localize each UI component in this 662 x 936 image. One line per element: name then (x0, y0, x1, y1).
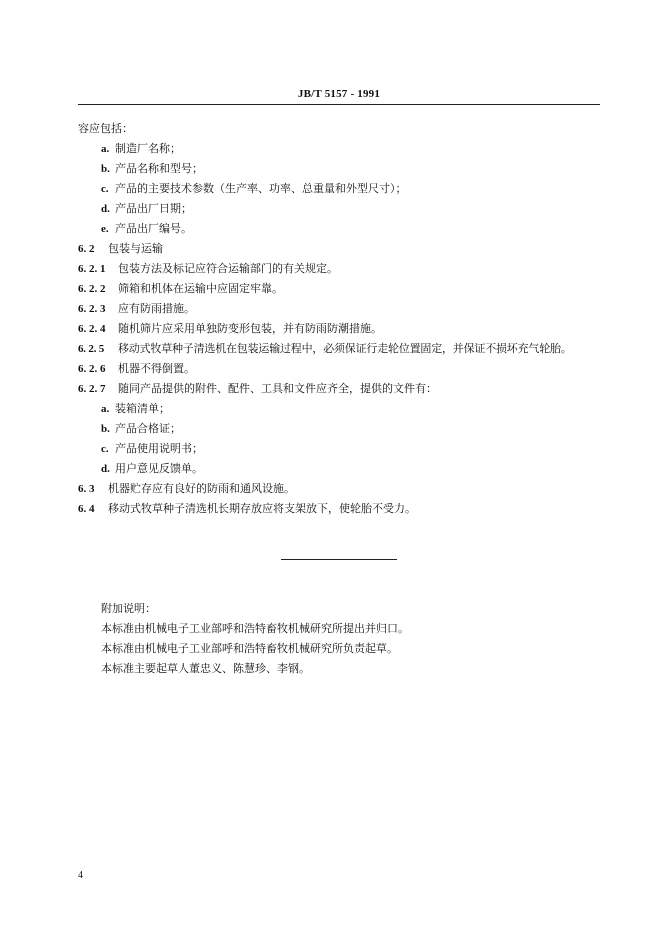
list-item-text: 制造厂名称； (115, 142, 181, 155)
section-text: 应有防雨措施。 (118, 302, 195, 315)
section-text: 移动式牧草种子清选机长期存放应将支架放下，使轮胎不受力。 (108, 502, 416, 515)
section-6-4 (78, 502, 416, 516)
list-item-text: 产品使用说明书； (115, 442, 203, 455)
intro-text: 容应包括： (78, 122, 133, 135)
section-text: 机器贮存应有良好的防雨和通风设施。 (108, 482, 295, 495)
section-number: 6. 2. 4 (78, 323, 106, 335)
list-item (101, 442, 203, 456)
section-number: 6. 2. 6 (78, 363, 106, 375)
section-text: 包装与运输 (108, 242, 163, 255)
list-item (101, 422, 181, 436)
notes-line: 本标准由机械电子工业部呼和浩特畜牧机械研究所提出并归口。 (101, 622, 409, 635)
notes-heading: 附加说明： (101, 602, 156, 615)
list-item-label: c. (101, 443, 109, 455)
section-text: 机器不得倒置。 (118, 362, 195, 375)
section-text: 随同产品提供的附件、配件、工具和文件应齐全，提供的文件有： (118, 382, 437, 395)
list-item (101, 222, 192, 236)
list-item-label: b. (101, 163, 110, 175)
section-number: 6. 2. 5 (78, 343, 105, 355)
section-text: 包装方法及标记应符合运输部门的有关规定。 (118, 262, 338, 275)
list-item-label: b. (101, 423, 110, 435)
section-6-2-3 (78, 302, 195, 316)
section-6-2-2 (78, 282, 283, 296)
section-number: 6. 3 (78, 483, 95, 495)
notes-line: 本标准由机械电子工业部呼和浩特畜牧机械研究所负责起草。 (101, 642, 398, 655)
list-item-label: a. (101, 143, 110, 155)
section-number: 6. 2. 2 (78, 283, 106, 295)
list-item (101, 142, 181, 156)
list-item-text: 产品合格证； (115, 422, 181, 435)
list-item-text: 用户意见反馈单。 (115, 462, 203, 475)
list-item-text: 装箱清单； (115, 402, 170, 415)
section-6-2-5 (78, 342, 572, 356)
list-item (101, 402, 170, 416)
list-item (101, 462, 203, 476)
section-6-2-1 (78, 262, 338, 276)
section-6-2-4 (78, 322, 382, 336)
section-number: 6. 2 (78, 243, 95, 255)
section-6-2-6 (78, 362, 195, 376)
list-item-label: c. (101, 183, 109, 195)
section-6-3 (78, 482, 295, 496)
list-item-label: a. (101, 403, 110, 415)
section-number: 6. 4 (78, 503, 95, 515)
notes-line: 本标准主要起草人董忠义、陈慧珍、李钢。 (101, 662, 310, 675)
list-item (101, 182, 407, 196)
section-number: 6. 2. 1 (78, 263, 106, 275)
page-number: 4 (78, 870, 83, 881)
list-item-label: d. (101, 463, 110, 475)
list-item-label: d. (101, 203, 110, 215)
list-item (101, 162, 203, 176)
list-item (101, 202, 192, 216)
section-text: 移动式牧草种子清选机在包装运输过程中，必须保证行走轮位置固定，并保证不损坏充气轮胎。 (118, 342, 572, 355)
section-6-2 (78, 242, 163, 256)
end-of-text-rule (281, 559, 397, 560)
section-number: 6. 2. 7 (78, 383, 106, 395)
list-item-text: 产品出厂编号。 (115, 222, 192, 235)
document-header-title: JB/T 5157 - 1991 (297, 88, 381, 100)
section-text: 筛箱和机体在运输中应固定牢靠。 (118, 282, 283, 295)
section-text: 随机筛片应采用单独防变形包装，并有防雨防潮措施。 (118, 322, 382, 335)
section-6-2-7 (78, 382, 437, 396)
list-item-text: 产品名称和型号； (115, 162, 203, 175)
list-item-label: e. (101, 223, 109, 235)
list-item-text: 产品出厂日期； (115, 202, 192, 215)
section-number: 6. 2. 3 (78, 303, 106, 315)
list-item-text: 产品的主要技术参数（生产率、功率、总重量和外型尺寸）； (115, 182, 407, 195)
header-divider (78, 104, 600, 105)
